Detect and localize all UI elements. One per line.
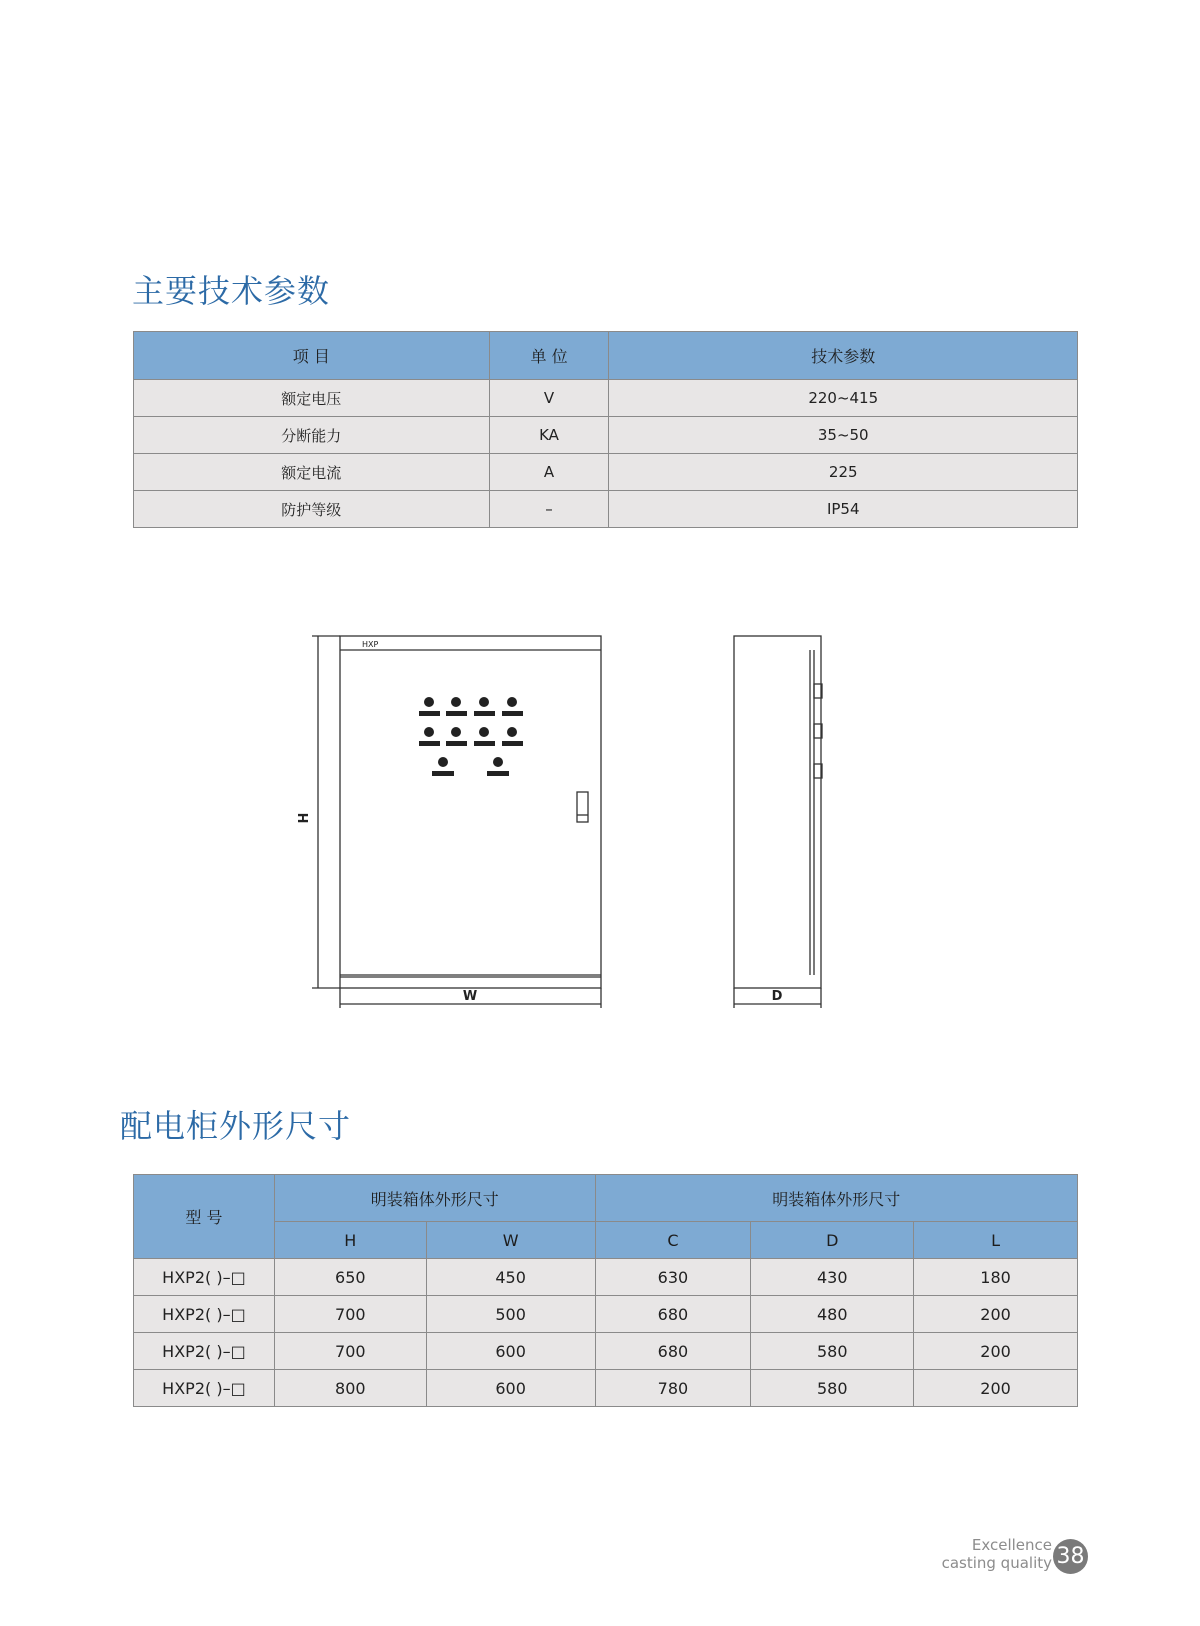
cell: 630: [595, 1259, 751, 1296]
cell: 450: [426, 1259, 595, 1296]
cell: 200: [914, 1296, 1078, 1333]
cell: 580: [751, 1333, 914, 1370]
page-number-badge: 38: [1053, 1539, 1088, 1574]
cell: 500: [426, 1296, 595, 1333]
header-model: 型 号: [134, 1175, 275, 1259]
cell: 700: [274, 1333, 426, 1370]
cell-model: HXP2( )–□: [134, 1370, 275, 1407]
table-row: [134, 1333, 1078, 1370]
footer-tagline: [942, 1536, 1052, 1572]
footer-line-1: Excellence: [971, 1536, 1052, 1554]
cell: 700: [274, 1296, 426, 1333]
cell: 180: [914, 1259, 1078, 1296]
table-row: [134, 491, 1078, 528]
cell: 600: [426, 1370, 595, 1407]
label-w: W: [462, 989, 478, 1004]
table-row: [134, 417, 1078, 454]
cell: 480: [751, 1296, 914, 1333]
table-row: [134, 1296, 1078, 1333]
cell: 35~50: [609, 417, 1078, 454]
cell: 额定电压: [134, 380, 490, 417]
cell: 220~415: [609, 380, 1078, 417]
header-c: C: [595, 1222, 751, 1259]
cell: V: [489, 380, 609, 417]
footer-line-2: casting quality: [941, 1554, 1052, 1572]
cell: –: [489, 491, 609, 528]
table-row: [134, 380, 1078, 417]
table-row: [134, 454, 1078, 491]
dimensions-table: [133, 1174, 1078, 1407]
cell: 600: [426, 1333, 595, 1370]
cell: 680: [595, 1333, 751, 1370]
header-item: 项 目: [134, 332, 490, 380]
section-title-tech-params: 主要技术参数: [132, 272, 331, 310]
header-param: 技术参数: [609, 332, 1078, 380]
cell-model: HXP2( )–□: [134, 1259, 275, 1296]
section-title-dimensions: 配电柜外形尺寸: [120, 1107, 352, 1145]
cell-model: HXP2( )–□: [134, 1296, 275, 1333]
cell: A: [489, 454, 609, 491]
table-header-row: [134, 1175, 1078, 1222]
cell: 额定电流: [134, 454, 490, 491]
table-row: [134, 1259, 1078, 1296]
cell: 225: [609, 454, 1078, 491]
cell: 580: [751, 1370, 914, 1407]
header-unit: 单 位: [489, 332, 609, 380]
table-row: [134, 1370, 1078, 1407]
cell: IP54: [609, 491, 1078, 528]
header-l: L: [914, 1222, 1078, 1259]
cell: 分断能力: [134, 417, 490, 454]
tech-params-table: [133, 331, 1078, 528]
cabinet-side: [734, 636, 821, 988]
header-group-1: 明装箱体外形尺寸: [274, 1175, 595, 1222]
cell: 200: [914, 1370, 1078, 1407]
cell: 650: [274, 1259, 426, 1296]
header-h: H: [274, 1222, 426, 1259]
door-handle: [577, 792, 588, 822]
label-d: D: [771, 989, 783, 1004]
cell: 200: [914, 1333, 1078, 1370]
nameplate-text: HXP: [362, 640, 379, 649]
header-group-2: 明装箱体外形尺寸: [595, 1175, 1077, 1222]
panel-indicators: [419, 697, 523, 776]
cell: 430: [751, 1259, 914, 1296]
table-header-row: [134, 332, 1078, 380]
cell: 680: [595, 1296, 751, 1333]
header-d: D: [751, 1222, 914, 1259]
cell-model: HXP2( )–□: [134, 1333, 275, 1370]
cell: 防护等级: [134, 491, 490, 528]
cell: 780: [595, 1370, 751, 1407]
cell: KA: [489, 417, 609, 454]
label-h: H: [297, 812, 312, 824]
table-subheader-row: [134, 1222, 1078, 1259]
cell: 800: [274, 1370, 426, 1407]
cabinet-front: [340, 636, 601, 988]
header-w: W: [426, 1222, 595, 1259]
cabinet-outline-drawing: [297, 630, 840, 1015]
